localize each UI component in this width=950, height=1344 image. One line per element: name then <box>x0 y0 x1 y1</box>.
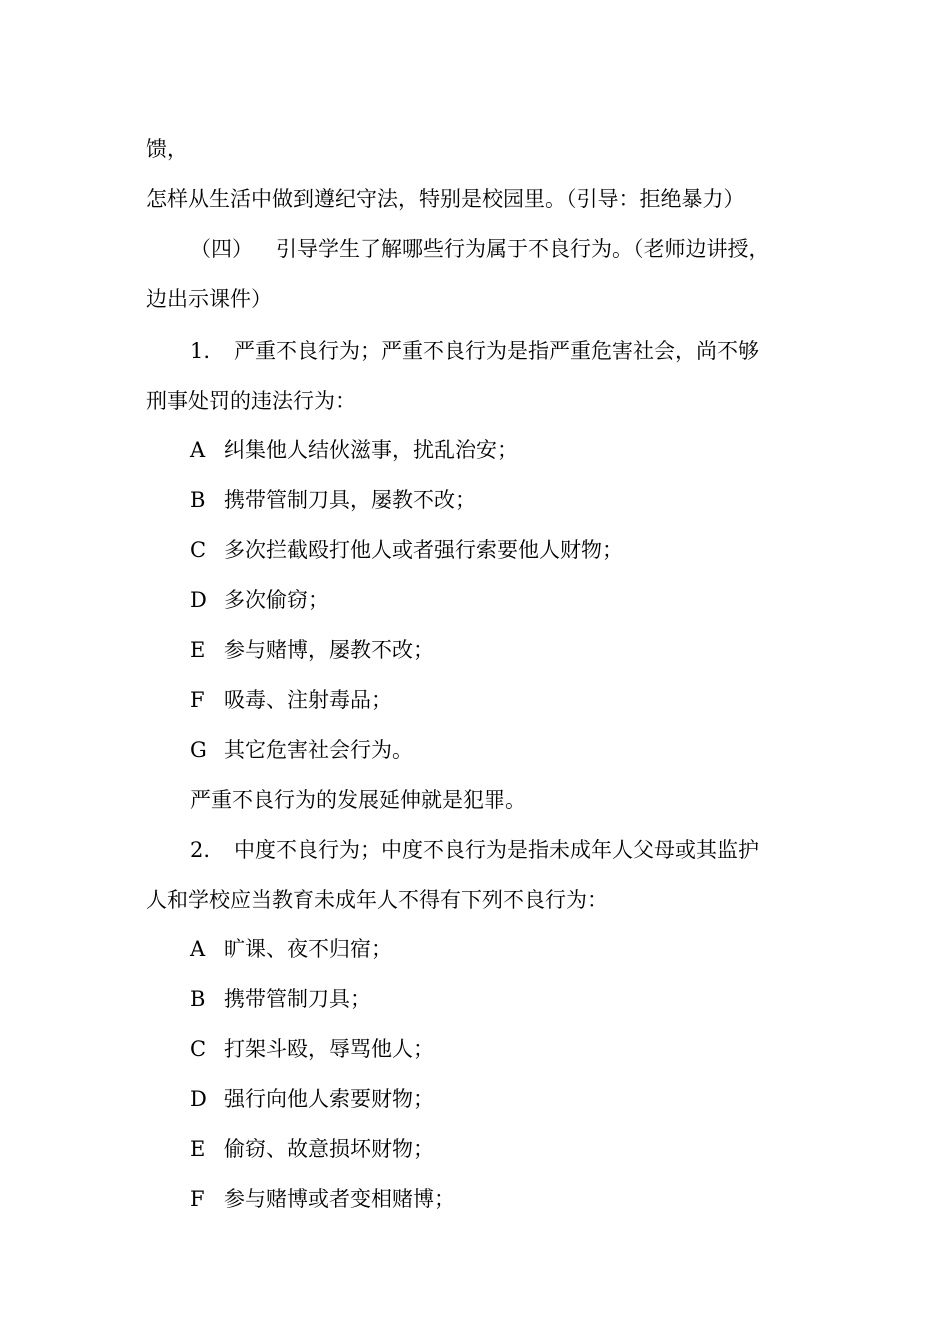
item-letter: C <box>190 538 207 562</box>
item-text: 携带管制刀具，屡教不改； <box>224 488 476 512</box>
item-letter: B <box>190 987 206 1011</box>
text-line: 馈， <box>146 137 188 161</box>
item-letter: F <box>190 688 205 712</box>
list-item <box>190 984 371 1014</box>
item-letter: B <box>190 488 206 512</box>
item-number: 1. <box>190 339 211 363</box>
item-letter: E <box>190 1137 206 1161</box>
section-text: 引导学生了解哪些行为属于不良行为。（老师边讲授， <box>276 237 770 261</box>
section-heading <box>190 234 770 264</box>
item-letter: G <box>190 738 207 762</box>
list-item <box>190 1184 455 1214</box>
item-text: 参与赌博或者变相赌博； <box>224 1187 455 1211</box>
item-text: 强行向他人索要财物； <box>224 1087 434 1111</box>
section-label: （四） <box>190 237 253 261</box>
item-text: 携带管制刀具； <box>224 987 371 1011</box>
item-text: 旷课、夜不归宿； <box>224 937 392 961</box>
conclusion-line: 严重不良行为的发展延伸就是犯罪。 <box>190 788 526 812</box>
item-number: 2. <box>190 838 211 862</box>
item-text: 多次拦截殴打他人或者强行索要他人财物； <box>224 538 623 562</box>
numbered-item <box>190 336 759 366</box>
list-item <box>190 535 623 565</box>
item-letter: C <box>190 1037 207 1061</box>
item-letter: E <box>190 638 206 662</box>
list-item <box>190 1034 434 1064</box>
list-item <box>190 585 329 615</box>
item-letter: F <box>190 1187 205 1211</box>
text-line: 人和学校应当教育未成年人不得有下列不良行为： <box>146 888 608 912</box>
list-item <box>190 635 434 665</box>
list-item <box>190 934 392 964</box>
item-text: 偷窃、故意损坏财物； <box>224 1137 434 1161</box>
list-item <box>190 1084 434 1114</box>
item-letter: D <box>190 1087 207 1111</box>
item-text: 打架斗殴，辱骂他人； <box>224 1037 434 1061</box>
list-item <box>190 435 518 465</box>
item-letter: A <box>190 438 206 462</box>
item-text: 吸毒、注射毒品； <box>224 688 392 712</box>
text-line: 边出示课件） <box>146 287 272 311</box>
text-line: 刑事处罚的违法行为： <box>146 389 356 413</box>
item-text: 多次偷窃； <box>224 588 329 612</box>
numbered-item <box>190 835 759 865</box>
item-text: 其它危害社会行为。 <box>224 738 413 762</box>
item-text: 中度不良行为；中度不良行为是指未成年人父母或其监护 <box>234 838 759 862</box>
list-item <box>190 735 413 765</box>
item-letter: D <box>190 588 207 612</box>
text-line: 怎样从生活中做到遵纪守法，特别是校园里。（引导：拒绝暴力） <box>146 187 745 211</box>
item-text: 参与赌博，屡教不改； <box>224 638 434 662</box>
item-text: 严重不良行为；严重不良行为是指严重危害社会，尚不够 <box>234 339 759 363</box>
item-letter: A <box>190 937 206 961</box>
list-item <box>190 485 476 515</box>
list-item <box>190 685 392 715</box>
item-text: 纠集他人结伙滋事，扰乱治安； <box>224 438 518 462</box>
list-item <box>190 1134 434 1164</box>
